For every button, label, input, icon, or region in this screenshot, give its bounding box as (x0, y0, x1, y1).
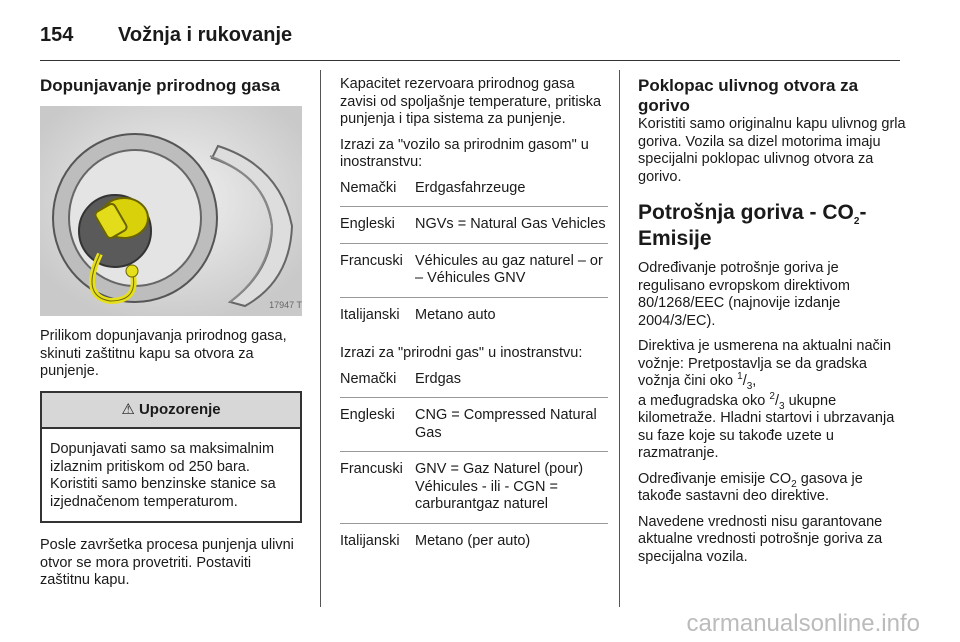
paragraph: Kapacitet rezervoara prirodnog gasa zavisi od spoljašnje temperature, pritiska punjenja i tipa sistema za punjenje. (340, 76, 602, 127)
paragraph: Određivanje potrošnje goriva je regulisano evropskom direktivom 80/1268/EEC (najnovije izdanje 2004/3/EC). (638, 260, 850, 329)
term-language: Francuski (340, 252, 403, 269)
text: Direktiva je usmerena na aktualni način vožnje: Pretpostavlja se da gradska vožnja čini oko (638, 338, 892, 389)
term-language: Italijanski (340, 306, 400, 323)
warning-box (40, 391, 302, 524)
subscript: 2 (791, 478, 797, 490)
table-row (340, 452, 608, 524)
paragraph: Direktiva je usmerena na aktualni način vožnje: Pretpostavlja se da gradska vožnja čini oko $^1/_3$, (638, 338, 892, 392)
heading-text: - Emisije (638, 201, 867, 250)
table-title: Izrazi za "prirodni gas" u inostranstvu: (340, 345, 583, 361)
column-3 (638, 76, 908, 574)
page-number: 154 (40, 24, 74, 46)
text: Određivanje emisije CO (638, 470, 792, 487)
terms-table-vehicle (340, 180, 608, 334)
term-language: Nemački (340, 370, 397, 387)
term-language: Nemački (340, 179, 397, 196)
term-value: Metano auto (415, 306, 496, 323)
term-value: Metano (per auto) (415, 532, 531, 549)
fuel-cap-illustration (40, 106, 302, 316)
table-row (340, 298, 608, 334)
term-value: CNG = Compressed Natural Gas (415, 407, 597, 441)
column-divider-2 (619, 70, 620, 607)
text: gasova je takođe sastavni deo direktive. (638, 470, 863, 504)
fraction-numerator: 2 (769, 390, 775, 402)
column-divider-1 (320, 70, 321, 607)
column-2 (340, 76, 608, 571)
warning-header (42, 393, 300, 430)
heading-text: Potrošnja goriva - CO (638, 201, 854, 224)
paragraph: a međugradska oko $^2/_3$ ukupne kilometraže. Hladni startovi i ubrzavanja su faze koje su takođe uzete u razmatranje. (638, 390, 895, 461)
terms-table-gas (340, 371, 608, 560)
paragraph: Posle završetka procesa punjenja ulivni otvor se mora provetriti. Postaviti zaštitnu kapu. (40, 537, 294, 588)
term-language: Francuski (340, 461, 403, 477)
paragraph: Prilikom dopunjavanja prirodnog gasa, skinuti zaštitnu kapu sa otvora za punjenje. (40, 328, 287, 379)
heading-subscript: 2 (853, 216, 860, 228)
text: a međugradska oko (638, 392, 770, 409)
term-language: Engleski (340, 407, 395, 423)
fraction-denominator: 3 (778, 400, 785, 412)
term-value: Véhicules au gaz naturel – or – Véhicules GNV (415, 252, 603, 286)
section-heading-gas-refuel: Dopunjavanje prirodnog gasa (40, 76, 280, 95)
table-title: Izrazi za "vozilo sa prirodnim gasom" u inostranstvu: (340, 136, 589, 170)
page-header (40, 20, 900, 61)
table-row (340, 398, 608, 452)
paragraph: Navedene vrednosti nisu garantovane aktualne vrednosti potrošnje goriva za specijalna vozila. (638, 513, 883, 565)
paragraph: Koristiti samo originalnu kapu ulivnog grla goriva. Vozila sa dizel motorima imaju specijalni poklopac ulivnog otvora za gorivo. (638, 116, 906, 185)
column-1 (40, 76, 302, 598)
warning-triangle-icon: ⚠ (121, 400, 135, 418)
table-row (340, 180, 608, 208)
paragraph (638, 471, 908, 506)
fraction-denominator: 3 (746, 380, 753, 392)
warning-text: Dopunjavati samo sa maksimalnim izlaznim pritiskom od 250 bara. Koristiti samo benzinske stanice sa izjednačenom temperaturom. (50, 441, 276, 510)
term-value: Erdgasfahrzeuge (415, 179, 526, 196)
term-value: NGVs = Natural Gas Vehicles (415, 216, 606, 232)
table-row (340, 207, 608, 244)
fuel-filler-image (40, 106, 302, 316)
term-value: GNV = Gaz Naturel (pour) Véhicules - ili - CGN = carburantgaz naturel (415, 461, 584, 512)
table-row (340, 371, 608, 399)
term-value: Erdgas (415, 370, 461, 387)
table-row (340, 524, 608, 560)
fraction-numerator: 1 (737, 371, 743, 383)
figure-id: 17947 T (269, 299, 302, 310)
text: , (752, 373, 757, 389)
term-language: Italijanski (340, 532, 400, 549)
chapter-title: Vožnja i rukovanje (118, 24, 293, 46)
term-language: Engleski (340, 216, 395, 232)
text: ukupne kilometraže. Hladni startovi i ubrzavanja su faze koje su takođe uzete u razmatranje. (638, 392, 895, 461)
table-row (340, 244, 608, 298)
watermark: carmanualsonline.info (686, 610, 920, 637)
section-heading-fuel-consumption (638, 200, 908, 252)
warning-title: Upozorenje (138, 400, 221, 418)
section-heading-fuel-cap: Poklopac ulivnog otvora za gorivo (638, 76, 859, 115)
